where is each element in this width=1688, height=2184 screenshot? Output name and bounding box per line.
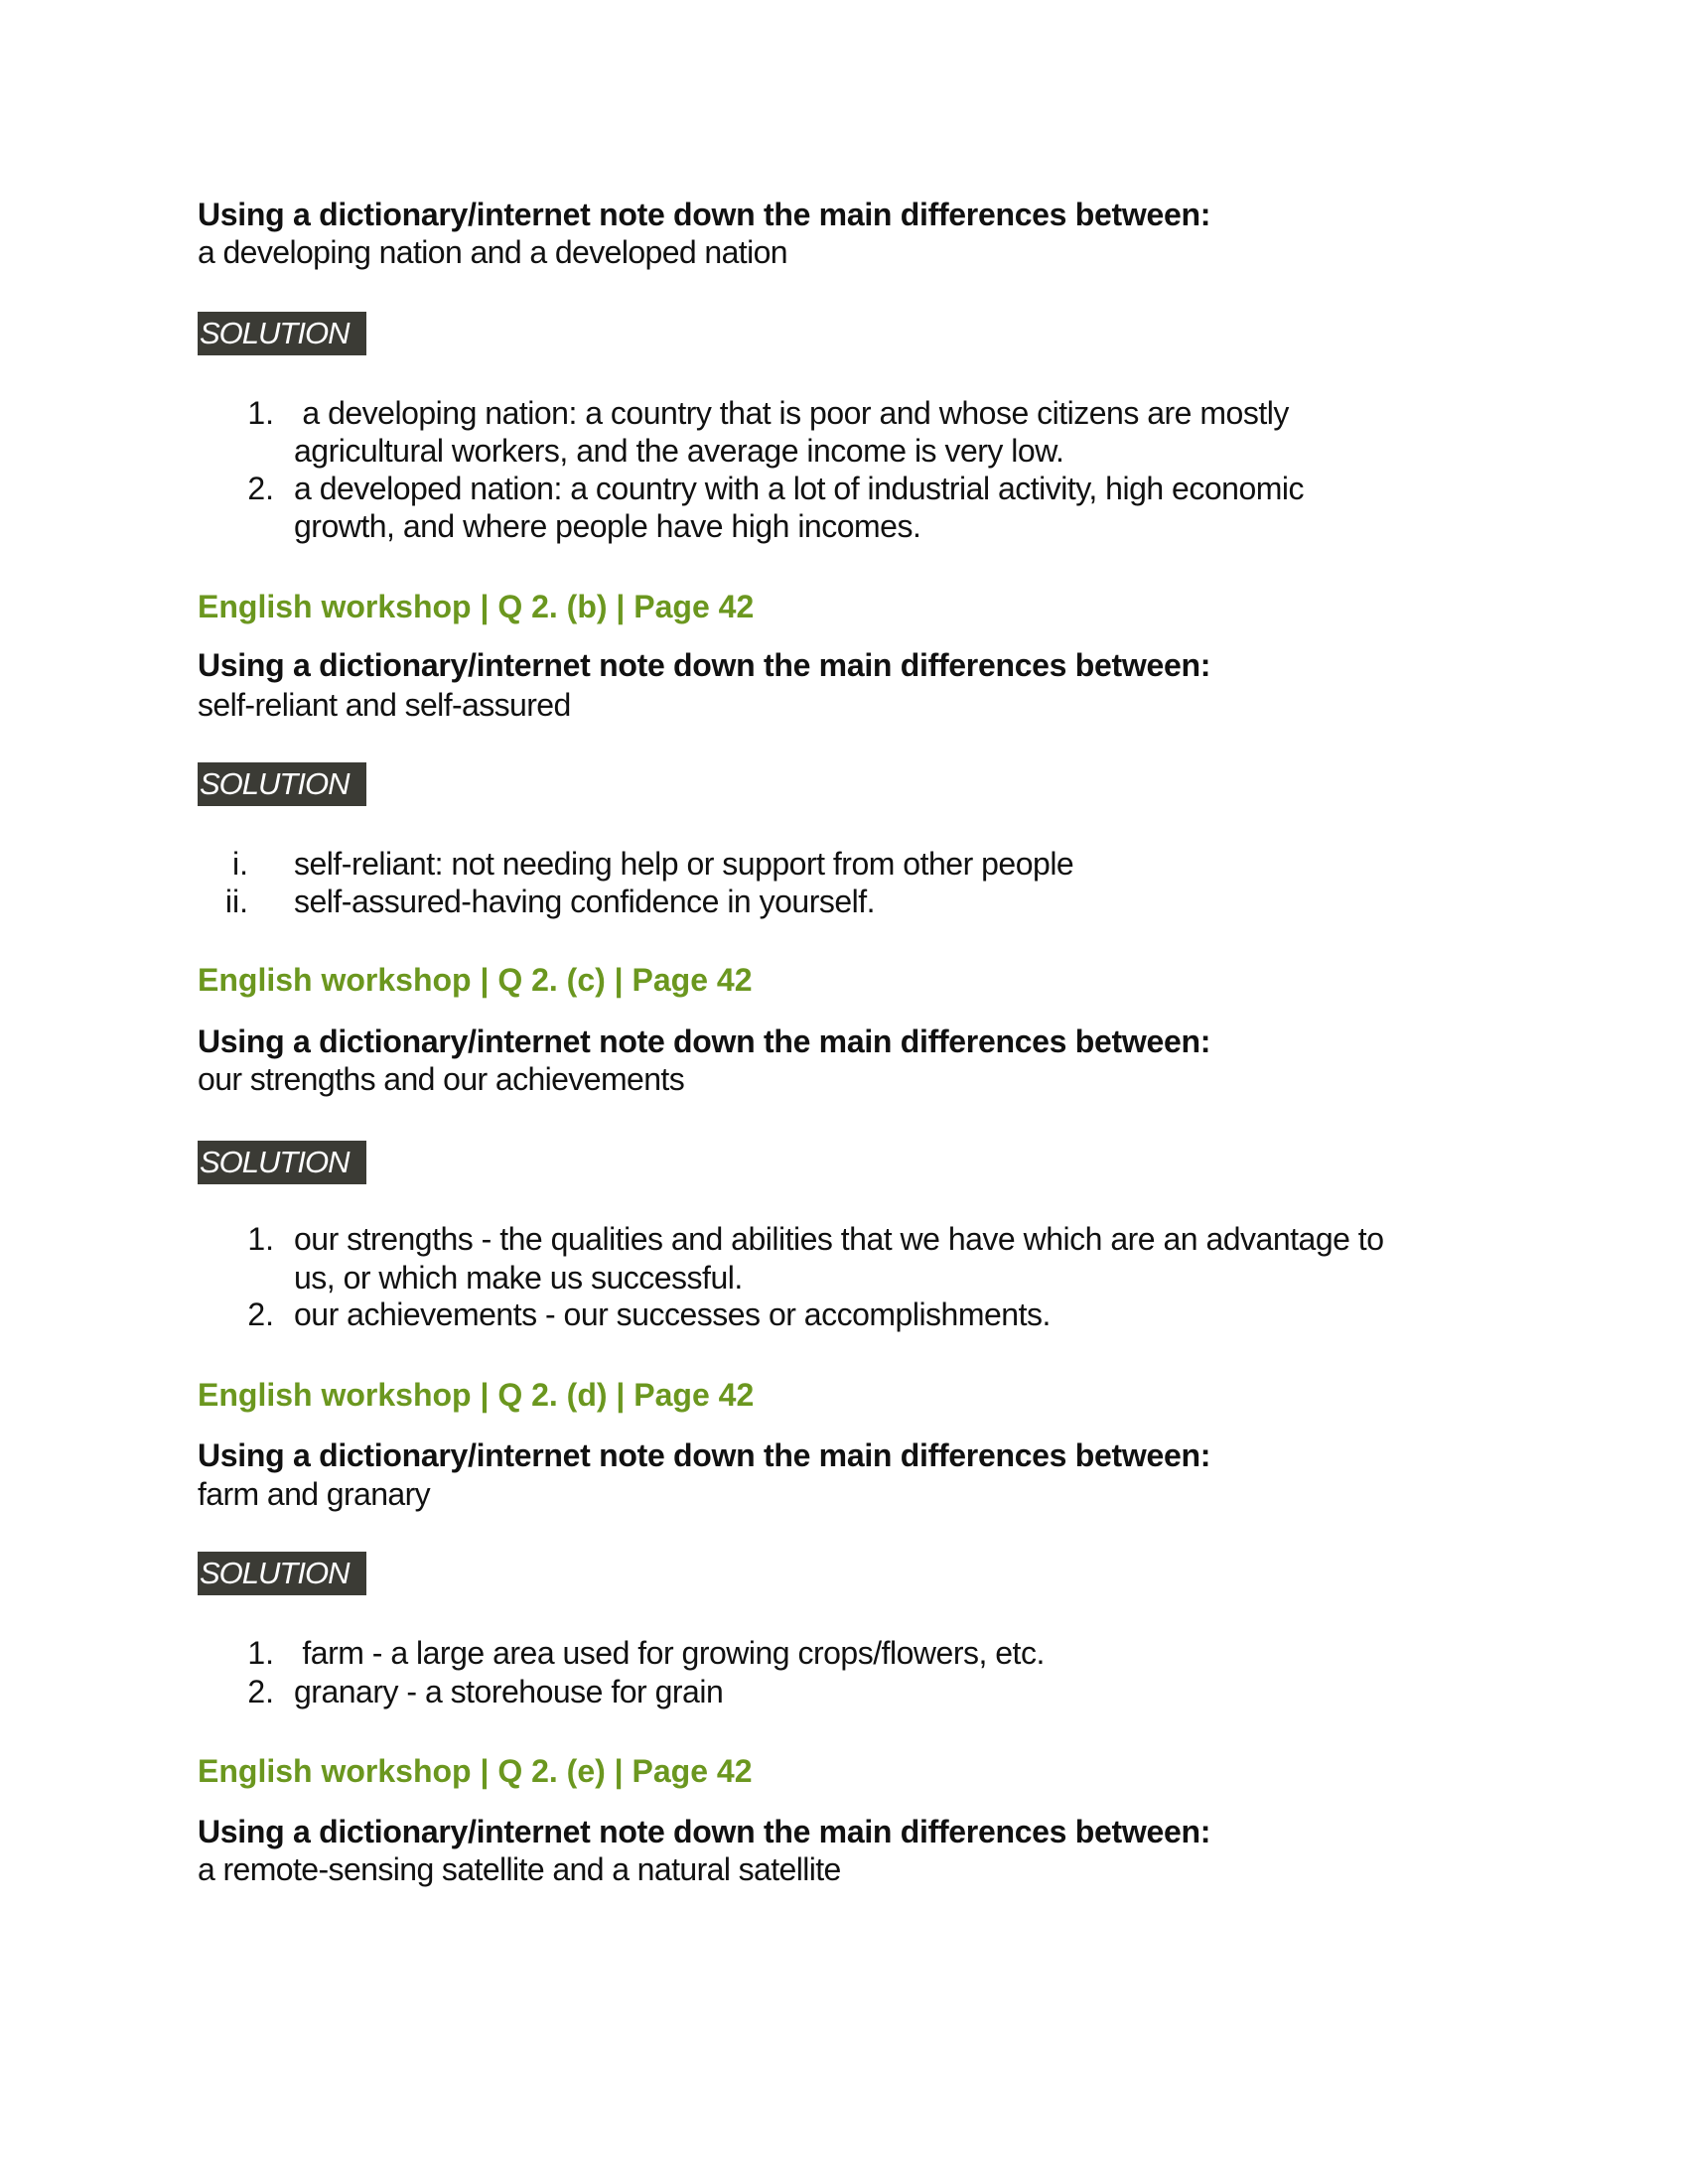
- list-marker: 1.: [247, 1221, 274, 1257]
- question-prompt: Using a dictionary/internet note down the main differences between:: [198, 1024, 1211, 1059]
- section-heading: English workshop | Q 2. (b) | Page 42: [198, 589, 755, 624]
- list-item-text: our achievements - our successes or accomplishments.: [294, 1297, 1051, 1332]
- section-heading: English workshop | Q 2. (e) | Page 42: [198, 1753, 753, 1789]
- question-subject: our strengths and our achievements: [198, 1061, 685, 1097]
- question-prompt: Using a dictionary/internet note down the main differences between:: [198, 1814, 1211, 1849]
- list-item-text: our strengths - the qualities and abilities that we have which are an advantage to: [294, 1221, 1384, 1257]
- solution-label: SOLUTION: [198, 1141, 366, 1184]
- list-marker: 2.: [247, 1297, 274, 1332]
- question-prompt: Using a dictionary/internet note down the main differences between:: [198, 197, 1211, 232]
- list-marker: ii.: [224, 884, 248, 919]
- list-marker: 1.: [247, 395, 274, 431]
- list-item-text: agricultural workers, and the average income is very low.: [294, 433, 1064, 469]
- question-subject: a remote-sensing satellite and a natural satellite: [198, 1851, 841, 1887]
- question-subject: farm and granary: [198, 1476, 431, 1512]
- solution-label: SOLUTION: [198, 312, 366, 355]
- list-item-text: growth, and where people have high incomes.: [294, 508, 921, 544]
- list-marker: 2.: [247, 471, 274, 506]
- list-marker: i.: [232, 846, 248, 882]
- list-item-text: farm - a large area used for growing crops/flowers, etc.: [294, 1635, 1045, 1671]
- question-subject: a developing nation and a developed nation: [198, 234, 787, 270]
- solution-label: SOLUTION: [198, 1552, 366, 1595]
- question-subject: self-reliant and self-assured: [198, 687, 571, 723]
- section-heading: English workshop | Q 2. (d) | Page 42: [198, 1377, 755, 1413]
- list-item-text: granary - a storehouse for grain: [294, 1674, 724, 1709]
- question-prompt: Using a dictionary/internet note down the main differences between:: [198, 1437, 1211, 1473]
- solution-label: SOLUTION: [198, 762, 366, 806]
- list-item-text: self-assured-having confidence in yourself.: [294, 884, 876, 919]
- list-item-text: a developing nation: a country that is poor and whose citizens are mostly: [294, 395, 1289, 431]
- list-marker: 1.: [247, 1635, 274, 1671]
- section-heading: English workshop | Q 2. (c) | Page 42: [198, 962, 753, 998]
- list-marker: 2.: [247, 1674, 274, 1709]
- list-item-text: self-reliant: not needing help or support from other people: [294, 846, 1074, 882]
- question-prompt: Using a dictionary/internet note down the main differences between:: [198, 647, 1211, 683]
- list-item-text: a developed nation: a country with a lot of industrial activity, high economic: [294, 471, 1304, 506]
- list-item-text: us, or which make us successful.: [294, 1260, 743, 1296]
